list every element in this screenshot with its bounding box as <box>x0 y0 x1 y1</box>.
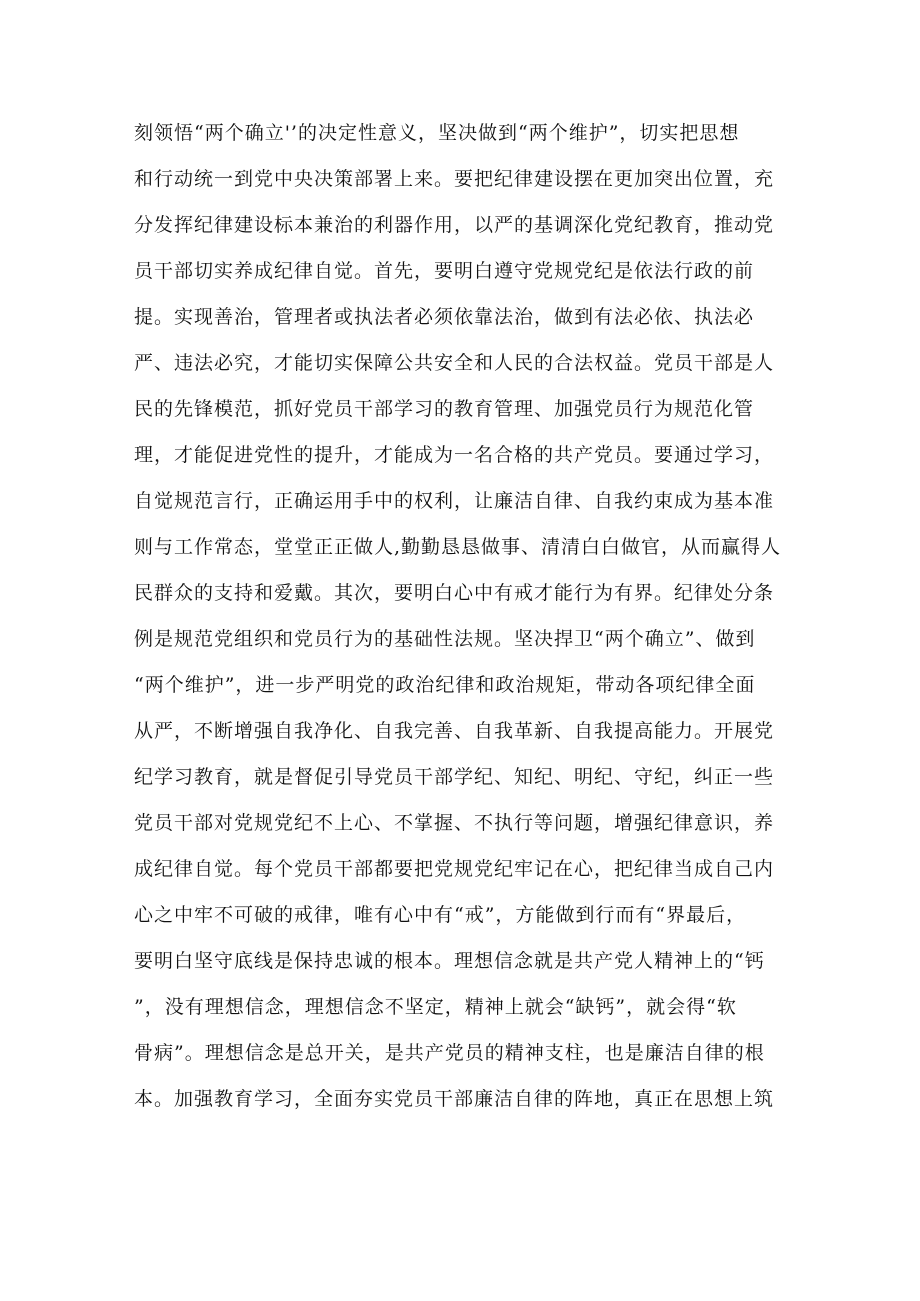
text-line: 提。实现善治，管理者或执法者必须依靠法治，做到有法必依、执法必 <box>134 306 755 328</box>
text-line: 员干部切实养成纪律自觉。首先，要明白遵守党规党纪是依法行政的前 <box>134 260 755 282</box>
text-line: ”，没有理想信念，理想信念不坚定，精神上就会“缺钙”，就会得“软 <box>134 996 737 1018</box>
text-line: 党员干部对党规党纪不上心、不掌握、不执行等问题，增强纪律意识，养 <box>134 812 775 834</box>
text-line: 本。加强教育学习，全面夯实党员干部廉洁自律的阵地，真正在思想上筑 <box>134 1088 775 1110</box>
text-line: 骨病”。理想信念是总开关，是共产党员的精神支柱，也是廉洁自律的根 <box>134 1042 765 1064</box>
text-line: 要明白坚守底线是保持忠诚的根本。理想信念就是共产党人精神上的“钙 <box>134 950 765 972</box>
text-line: 纪学习教育，就是督促引导党员干部学纪、知纪、明纪、守纪，纠正一些 <box>134 766 775 788</box>
text-line: 成纪律自觉。每个党员干部都要把党规党纪牢记在心，把纪律当成自己内 <box>134 858 775 880</box>
text-line: 和行动统一到党中央决策部署上来。要把纪律建设摆在更加突出位置，充 <box>134 168 775 190</box>
body-text <box>134 110 814 1122</box>
text-line: 民群众的支持和爱戴。其次，要明白心中有戒才能行为有界。纪律处分条 <box>134 582 775 604</box>
text-line: 严、违法必究，才能切实保障公共安全和人民的合法权益。党员干部是人 <box>134 352 775 374</box>
text-line: 心之中牢不可破的戒律，唯有心中有“戒”，方能做到行而有“界最后， <box>134 904 747 926</box>
text-line: 分发挥纪律建设标本兼治的利器作用，以严的基调深化党纪教育，推动党 <box>134 214 775 236</box>
text-line: 则与工作常态，堂堂正正做人,勤勤恳恳做事、清清白白做官，从而赢得人 <box>134 536 782 558</box>
text-line: 从严，不断增强自我净化、自我完善、自我革新、自我提高能力。开展党 <box>134 720 775 742</box>
text-line: 刻领悟“两个确立'’的决定性意义，坚决做到“两个维护”，切实把思想 <box>134 122 740 144</box>
text-line: 理，才能促进党性的提升，才能成为一名合格的共产党员。要通过学习， <box>134 444 775 466</box>
text-line: “两个维护”，进一步严明党的政治纪律和政治规矩，带动各项纪律全面 <box>134 674 756 696</box>
text-line: 民的先锋模范，抓好党员干部学习的教育管理、加强党员行为规范化管 <box>134 398 755 420</box>
text-line: 例是规范党组织和党员行为的基础性法规。坚决捍卫“两个确立”、做到 <box>134 628 756 650</box>
text-line: 自觉规范言行，正确运用手中的权利，让廉洁自律、自我约束成为基本准 <box>134 490 775 512</box>
